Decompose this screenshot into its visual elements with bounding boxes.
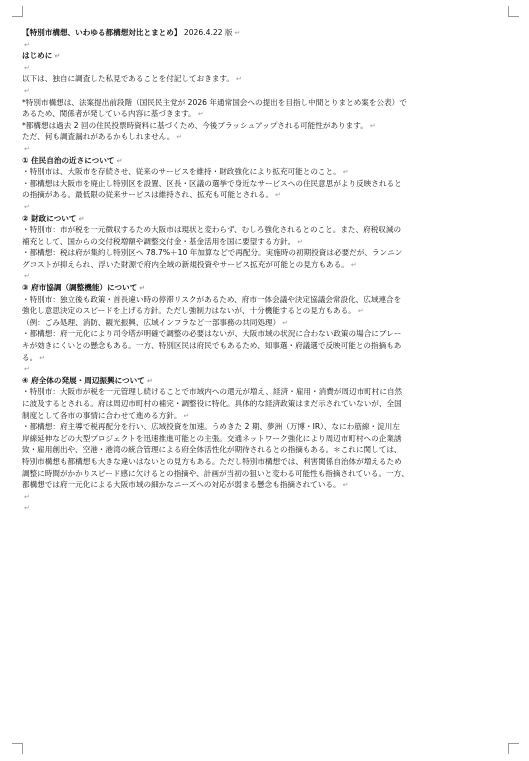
paragraph-mark-icon: ↵ bbox=[342, 481, 349, 490]
line-text: ・特別市：独立後も政策・首長違い時の停滞リスクがあるため、府市一体会議や決定協議会常設化、広域連合を bbox=[22, 294, 402, 304]
intro-line bbox=[22, 120, 512, 132]
paragraph-mark-icon: ↵ bbox=[54, 52, 61, 61]
empty-paragraph bbox=[22, 491, 512, 503]
empty-paragraph bbox=[22, 363, 512, 375]
line-text: 岸線延伸などの大型プロジェクトを迅速推進可能との主張。交通ネットワーク強化により周辺市町村への企業誘 bbox=[22, 433, 402, 443]
section-line bbox=[22, 433, 512, 445]
line-text: *特別市構想は、法案提出前段階（国民民主党が 2026 年通常国会への提出を目指し中間とりまとめ案を公表）で bbox=[22, 97, 407, 107]
line-text: 都構想では府一元化による大阪市域の細かなニーズへの対応が弱まる懸念も指摘されている。 bbox=[22, 480, 341, 490]
section-heading bbox=[22, 213, 512, 225]
line-text: る。 bbox=[22, 352, 38, 362]
intro-line bbox=[22, 73, 512, 85]
section-line bbox=[22, 410, 512, 422]
paragraph-mark-icon: ↵ bbox=[342, 168, 349, 177]
paragraph-mark-icon: ↵ bbox=[139, 284, 146, 293]
empty-paragraph bbox=[22, 39, 512, 51]
empty-paragraph bbox=[22, 62, 512, 74]
line-text: に波及するとされる。府は周辺市町村の補完・調整役に特化。具体的な経済政策はまだ示されていないが、全国 bbox=[22, 399, 402, 408]
section-line bbox=[22, 189, 512, 201]
paragraph-mark-icon: ↵ bbox=[24, 202, 30, 211]
line-text: あるため、関係者が発している内容に基づきます。 bbox=[22, 109, 196, 119]
empty-paragraph bbox=[22, 201, 512, 213]
section-line bbox=[22, 444, 512, 456]
line-text: の指摘がある。最低限の従来サービスは維持され、拡充も可能とされる。 bbox=[22, 190, 274, 200]
line-text: ・都構想：府一元化により司令塔が明確で調整の必要はないが、大阪市域の状況に合わない政策の場合にブレー bbox=[22, 329, 402, 339]
line-text: ・都構想：税は府が集約し特別区へ 78.7%＋10 年加算などで再配分。実施時の初期投資は必要だが、ランニン bbox=[22, 248, 403, 258]
section-line bbox=[22, 386, 512, 398]
empty-paragraph bbox=[22, 143, 512, 155]
intro-line bbox=[22, 108, 512, 120]
section-line bbox=[22, 317, 512, 329]
paragraph-mark-icon: ↵ bbox=[350, 260, 357, 269]
line-text: （例：ごみ処理、消防、観光振興、広域インフラなど一部事務の共同処理） bbox=[22, 317, 281, 327]
document-title bbox=[22, 27, 512, 39]
paragraph-mark-icon: ↵ bbox=[297, 237, 304, 246]
empty-paragraph bbox=[22, 502, 512, 514]
line-text: 調整に時間がかかりスピード感に欠けるとの指摘や、計画が当初の狙いと変わる可能性も指摘されている。一方、 bbox=[22, 468, 409, 478]
line-text: *都構想は過去 2 回の住民投票時資料に基づくため、今後ブラッシュアップされる可能性があります。 bbox=[22, 120, 368, 130]
crop-mark-top-left bbox=[12, 6, 23, 17]
line-text: キが効きにくいとの懸念もある。一方、特別区民は府民でもあるため、知事選・府議選で反映可能との指摘もあ bbox=[22, 341, 402, 351]
section-heading-text: ③ 府市協調（調整機能）について bbox=[22, 283, 138, 293]
paragraph-mark-icon: ↵ bbox=[24, 492, 30, 501]
title-date: 2026.4.22 版 bbox=[183, 28, 233, 37]
section-line bbox=[22, 479, 512, 491]
line-text: 致・雇用創出や、空港・港湾の統合管理による府全体活性化が期待されるとの指摘もある。＊これに関しては、 bbox=[22, 445, 402, 455]
paragraph-mark-icon: ↵ bbox=[116, 156, 123, 165]
line-text: ・特別市は、大阪市を存続させ、従来のサービスを維持・財政強化により拡充可能とのこと。 bbox=[22, 167, 341, 177]
paragraph-mark-icon: ↵ bbox=[369, 121, 376, 130]
paragraph-mark-icon: ↵ bbox=[146, 376, 153, 385]
section-line bbox=[22, 352, 512, 364]
section-line bbox=[22, 305, 512, 317]
section-heading-text: ② 財政について bbox=[22, 213, 77, 223]
line-text: 強化し意思決定のスピードを上げる方針。ただし強制力はないが、十分機能するとの見方もある。 bbox=[22, 306, 356, 316]
section-line bbox=[22, 340, 512, 352]
section-line bbox=[22, 421, 512, 433]
section-line bbox=[22, 259, 512, 271]
section-line bbox=[22, 398, 512, 410]
intro-heading bbox=[22, 50, 512, 62]
paragraph-mark-icon: ↵ bbox=[197, 110, 204, 119]
section-heading bbox=[22, 282, 512, 294]
paragraph-mark-icon: ↵ bbox=[24, 40, 30, 49]
paragraph-mark-icon: ↵ bbox=[183, 411, 190, 420]
line-text: 制度として各市の事情に合わせて進める方針。 bbox=[22, 410, 182, 420]
line-text: 特別市構想も都構想も大きな違いはないとの見方もある。ただし特別市構想では、利害関係自治体が増えるため bbox=[22, 456, 402, 466]
section-heading bbox=[22, 155, 512, 167]
paragraph-mark-icon: ↵ bbox=[24, 272, 30, 281]
title-text: 【特別市構想、いわゆる都構想対比とまとめ】 bbox=[22, 28, 182, 37]
section-line bbox=[22, 236, 512, 248]
line-text: 以下は、独自に調査した私見であることを付記しておきます。 bbox=[22, 74, 235, 84]
intro-line bbox=[22, 131, 512, 143]
paragraph-mark-icon: ↵ bbox=[234, 29, 241, 37]
line-text: ・特別市：市が税を一元徴収するため大阪市は現状と変わらず、むしろ強化されるとのこと。また、府税収減の bbox=[22, 225, 402, 235]
line-text: ・都構想は大阪市を廃止し特別区を設置、区長・区議の選挙で身近なサービスへの住民意思がより反映されると bbox=[22, 178, 402, 188]
section-line bbox=[22, 456, 512, 468]
section-line bbox=[22, 224, 512, 236]
paragraph-mark-icon: ↵ bbox=[176, 133, 183, 142]
section-line bbox=[22, 178, 512, 190]
crop-mark-top-right bbox=[508, 6, 519, 17]
line-text: ただ、何も調査漏れがあるかもしれません。 bbox=[22, 132, 175, 142]
intro-heading-text: はじめに bbox=[22, 51, 53, 61]
empty-paragraph bbox=[22, 85, 512, 97]
paragraph-mark-icon: ↵ bbox=[24, 86, 30, 95]
crop-mark-bottom-left bbox=[12, 743, 23, 754]
section-heading-text: ④ 府全体の発展・周辺振興について bbox=[22, 375, 145, 385]
crop-mark-bottom-right bbox=[508, 743, 519, 754]
line-text: 補充として、国からの交付税増額や調整交付金・基金活用を国に要望する方針。 bbox=[22, 236, 296, 246]
line-text: ・都構想：府主導で税再配分を行い、広域投資を加速。うめきた 2 期、夢洲（万博・IR）、なにわ筋線・淀川左 bbox=[22, 422, 400, 432]
paragraph-mark-icon: ↵ bbox=[24, 504, 30, 513]
paragraph-mark-icon: ↵ bbox=[282, 318, 289, 327]
section-line bbox=[22, 247, 512, 259]
paragraph-mark-icon: ↵ bbox=[357, 307, 364, 316]
paragraph-mark-icon: ↵ bbox=[24, 144, 30, 153]
line-text: ・特別市：大阪市が税を一元管理し続けることで市域内への還元が増え、経済・雇用・消費が周辺市町村に自然 bbox=[22, 387, 403, 397]
line-text: グコストが抑えられ、浮いた財源で府内全域の新規投資やサービス拡充が可能との見方もある。 bbox=[22, 259, 349, 269]
section-heading-text: ① 住民自治の近さについて bbox=[22, 155, 115, 165]
intro-line bbox=[22, 97, 512, 109]
section-line bbox=[22, 294, 512, 306]
section-line bbox=[22, 468, 512, 480]
section-line bbox=[22, 328, 512, 340]
paragraph-mark-icon: ↵ bbox=[24, 365, 30, 374]
section-line bbox=[22, 166, 512, 178]
paragraph-mark-icon: ↵ bbox=[24, 63, 30, 72]
document-body bbox=[22, 27, 512, 514]
paragraph-mark-icon: ↵ bbox=[236, 75, 242, 84]
paragraph-mark-icon: ↵ bbox=[78, 214, 85, 223]
paragraph-mark-icon: ↵ bbox=[275, 191, 281, 200]
section-heading bbox=[22, 375, 512, 387]
paragraph-mark-icon: ↵ bbox=[39, 353, 46, 362]
empty-paragraph bbox=[22, 270, 512, 282]
